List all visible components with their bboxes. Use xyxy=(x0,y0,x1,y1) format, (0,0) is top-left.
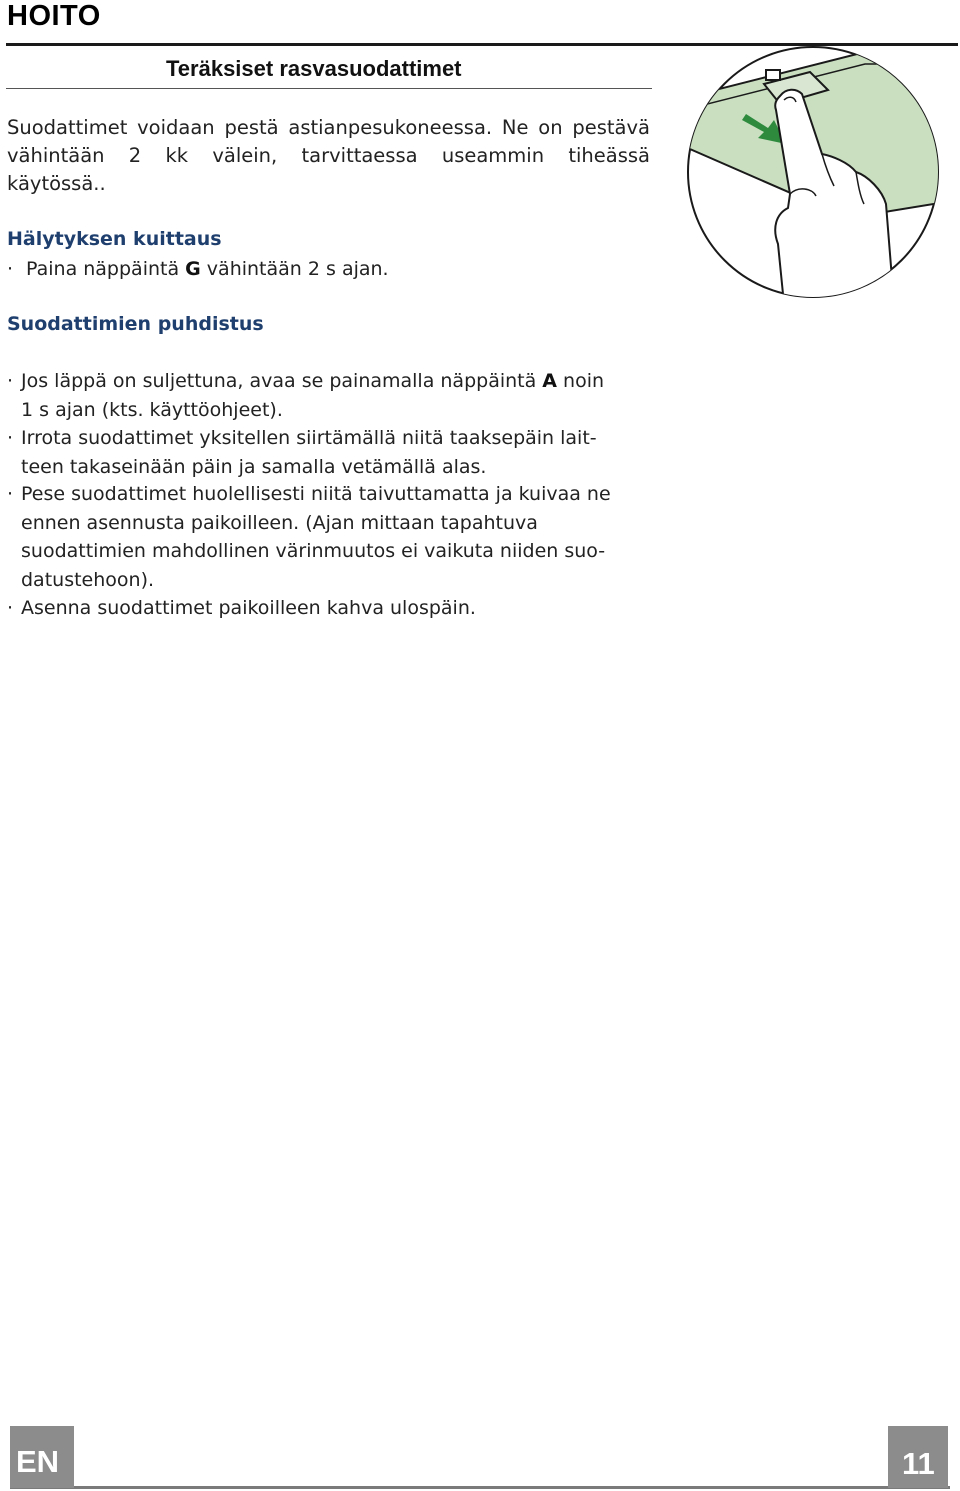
page-number-tab xyxy=(888,1426,948,1488)
intro-line: käytössä.. xyxy=(7,172,106,195)
key-g-label: G xyxy=(185,258,201,280)
language-tab xyxy=(10,1426,74,1488)
language-label: EN xyxy=(16,1444,60,1479)
step-text: Irrota suodattimet yksitellen siirtämällä niitä taaksepäin lait- xyxy=(21,427,597,449)
section-title: HOITO xyxy=(7,0,101,32)
intro-paragraph xyxy=(7,114,650,198)
cleaning-step xyxy=(7,594,647,623)
alarm-instruction xyxy=(7,255,647,284)
alarm-instruction-text: vähintään 2 s ajan. xyxy=(200,258,389,280)
hand-pressing-filter-icon xyxy=(660,44,958,306)
alarm-instruction-text: Paina näppäintä xyxy=(26,258,186,280)
step-text: 1 s ajan (kts. käyttöohjeet). xyxy=(21,398,283,421)
step-text: Asenna suodattimet paikoilleen kahva ulospäin. xyxy=(21,597,476,619)
step-text: Jos läppä on suljettuna, avaa se painamalla näppäintä xyxy=(21,370,543,392)
step-text: noin xyxy=(557,370,605,392)
subsection-rule xyxy=(6,88,652,89)
page-number: 11 xyxy=(902,1446,935,1481)
intro-line: Suodattimet voidaan pestä astianpesukoneessa. Ne on pestävä xyxy=(7,116,650,139)
alarm-heading: Hälytyksen kuittaus xyxy=(7,228,222,250)
cleaning-step xyxy=(7,367,647,424)
step-text: Pese suodattimet huolellisesti niitä taivuttamatta ja kuivaa ne xyxy=(21,483,611,505)
cleaning-step xyxy=(7,424,647,481)
intro-line: vähintään 2 kk välein, tarvittaessa useammin tiheässä xyxy=(7,144,650,167)
filter-removal-illustration xyxy=(660,44,958,306)
footer-bar xyxy=(10,1486,950,1489)
step-text: suodattimien mahdollinen värinmuutos ei vaikuta niiden suo- xyxy=(21,540,606,562)
bullet-dot: · xyxy=(7,258,14,280)
key-a-label: A xyxy=(542,370,558,392)
bullet-dot: · xyxy=(7,597,14,619)
step-text: ennen asennusta paikoilleen. (Ajan mittaan tapahtuva xyxy=(21,511,538,534)
cleaning-heading: Suodattimien puhdistus xyxy=(7,313,264,335)
bullet-dot: · xyxy=(7,427,14,449)
bullet-dot: · xyxy=(7,370,14,392)
bullet-dot: · xyxy=(7,483,14,505)
step-text: teen takaseinään päin ja samalla vetämällä alas. xyxy=(21,455,487,478)
step-text: datustehoon). xyxy=(21,568,155,591)
subsection-title: Teräksiset rasvasuodattimet xyxy=(166,56,462,81)
cleaning-step xyxy=(7,480,647,594)
